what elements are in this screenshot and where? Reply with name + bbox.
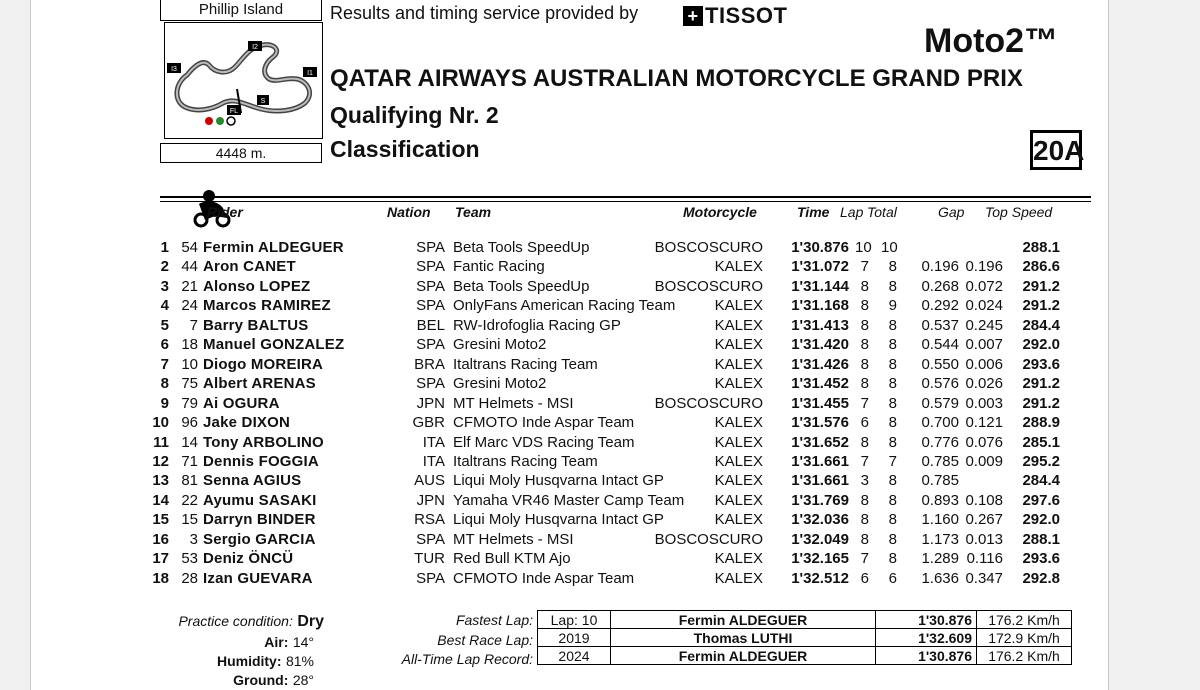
total-laps: 10 — [881, 239, 898, 256]
team-name: Red Bull KTM Ajo — [453, 550, 571, 568]
total-laps: 8 — [888, 394, 897, 412]
best-race-lap-label: Best Race Lap: — [437, 632, 533, 648]
team-name: Beta Tools SpeedUp — [453, 239, 590, 256]
gap-to-first: 0.785 — [921, 452, 959, 470]
team-name: Elf Marc VDS Racing Team — [453, 433, 635, 451]
table-row — [31, 356, 1108, 376]
gap-to-first: 0.537 — [921, 316, 959, 334]
position: 8 — [160, 375, 169, 393]
lap-number: 8 — [860, 511, 869, 529]
table-row — [31, 239, 1108, 259]
nation: SPA — [416, 297, 445, 315]
gap-to-first: 0.268 — [921, 277, 959, 295]
position: 10 — [152, 414, 169, 432]
total-laps: 8 — [888, 433, 897, 451]
gap-to-first: 1.636 — [921, 569, 959, 587]
motorcycle: KALEX — [714, 433, 763, 451]
rider-name: Albert ARENAS — [203, 375, 316, 393]
total-laps: 8 — [888, 472, 897, 490]
top-speed: 291.2 — [1022, 277, 1060, 295]
table-row — [31, 297, 1108, 317]
position: 14 — [152, 491, 169, 509]
lap-number: 6 — [860, 569, 869, 587]
rider-number: 79 — [181, 394, 198, 412]
total-laps: 8 — [888, 355, 897, 373]
rider-number: 14 — [181, 433, 198, 451]
col-time: Time — [797, 204, 830, 220]
gap-to-previous: 0.026 — [965, 375, 1003, 393]
total-laps: 8 — [888, 277, 897, 295]
lap-time: 1'32.049 — [791, 530, 849, 548]
gap-to-first: 0.700 — [921, 414, 959, 432]
position: 18 — [152, 569, 169, 587]
team-name: Italtrans Racing Team — [453, 452, 598, 470]
position: 9 — [160, 394, 169, 412]
gap-to-first: 1.173 — [921, 530, 959, 548]
team-name: Fantic Racing — [453, 258, 545, 276]
col-motorcycle: Motorcycle — [683, 204, 757, 220]
position: 4 — [160, 297, 169, 315]
timing-service-text: Results and timing service provided by — [330, 3, 639, 23]
rider-name: Darryn BINDER — [203, 511, 316, 529]
table-row — [31, 258, 1108, 278]
col-total: Total — [867, 204, 897, 220]
gap-to-previous: 0.245 — [965, 316, 1003, 334]
gap-to-previous: 0.121 — [965, 414, 1003, 432]
top-speed: 292.0 — [1022, 511, 1060, 529]
motorcycle: BOSCOSCURO — [654, 277, 763, 295]
total-laps: 6 — [888, 569, 897, 587]
lap-time: 1'31.420 — [791, 336, 849, 354]
team-name: MT Helmets - MSI — [453, 530, 574, 548]
nation: ITA — [422, 433, 445, 451]
gap-to-previous: 0.072 — [965, 277, 1003, 295]
results-page — [30, 0, 1109, 690]
motorcycle: KALEX — [714, 472, 763, 490]
lap-time: 1'32.512 — [791, 569, 849, 587]
gap-to-previous: 0.267 — [965, 511, 1003, 529]
air-temperature: Air: 14° — [264, 634, 314, 650]
col-team: Team — [455, 204, 492, 220]
position: 13 — [152, 472, 169, 490]
rider-name: Alonso LOPEZ — [203, 277, 311, 295]
lap-time: 1'31.168 — [791, 297, 849, 315]
gap-to-first: 1.289 — [921, 550, 959, 568]
nation: SPA — [416, 239, 445, 256]
motorcycle: KALEX — [714, 569, 763, 587]
table-row — [31, 336, 1108, 356]
position: 1 — [160, 239, 169, 256]
tissot-cross-icon: + — [683, 6, 703, 26]
gap-to-previous: 0.076 — [965, 433, 1003, 451]
lap-time: 1'31.413 — [791, 316, 849, 334]
lap-time: 1'32.165 — [791, 550, 849, 568]
lap-time: 1'31.426 — [791, 355, 849, 373]
table-row — [31, 375, 1108, 395]
top-speed: 295.2 — [1022, 452, 1060, 470]
lap-number: 8 — [860, 433, 869, 451]
nation: RSA — [414, 511, 445, 529]
lap-time: 1'31.576 — [791, 414, 849, 432]
motorcycle: KALEX — [714, 511, 763, 529]
table-row — [31, 492, 1108, 512]
lap-records-table — [537, 610, 1072, 665]
lap-time: 1'30.876 — [791, 239, 849, 256]
table-row — [31, 317, 1108, 337]
team-name: OnlyFans American Racing Team — [453, 297, 676, 315]
circuit-length: 4448 m. — [160, 143, 322, 163]
lap-time: 1'31.769 — [791, 491, 849, 509]
top-speed: 284.4 — [1022, 316, 1060, 334]
rider-number: 10 — [181, 355, 198, 373]
total-laps: 7 — [888, 452, 897, 470]
lap-number: 3 — [860, 472, 869, 490]
rider-number: 24 — [181, 297, 198, 315]
svg-text:I1: I1 — [307, 70, 313, 77]
nation: AUS — [414, 472, 445, 490]
rider-name: Ai OGURA — [203, 394, 280, 412]
motorcycle: KALEX — [714, 258, 763, 276]
rider-number: 22 — [181, 491, 198, 509]
motorcycle: KALEX — [714, 414, 763, 432]
nation: SPA — [416, 258, 445, 276]
table-row — [31, 570, 1108, 590]
gap-to-first: 0.544 — [921, 336, 959, 354]
lap-time: 1'31.455 — [791, 394, 849, 412]
rider-number: 81 — [181, 472, 198, 490]
lap-time: 1'31.452 — [791, 375, 849, 393]
gap-to-previous: 0.007 — [965, 336, 1003, 354]
gap-to-first: 0.785 — [921, 472, 959, 490]
practice-condition: Practice condition: Dry — [178, 613, 324, 630]
position: 16 — [152, 530, 169, 548]
total-laps: 8 — [888, 336, 897, 354]
gap-to-first: 0.576 — [921, 375, 959, 393]
nation: BEL — [416, 316, 445, 334]
motorcycle: KALEX — [714, 355, 763, 373]
lap-time: 1'31.072 — [791, 258, 849, 276]
lap-number: 7 — [860, 452, 869, 470]
motorcycle: KALEX — [714, 336, 763, 354]
position: 11 — [153, 433, 169, 451]
top-speed: 288.9 — [1022, 414, 1060, 432]
col-rider: Rider — [207, 204, 243, 220]
motorcycle: BOSCOSCURO — [654, 530, 763, 548]
gap-to-previous: 0.006 — [965, 355, 1003, 373]
table-row: Lap: 10 Fermin ALDEGUER 1'30.876 176.2 Km/h — [538, 611, 1072, 629]
track-map-icon — [165, 23, 322, 138]
lap-time: 1'31.652 — [791, 433, 849, 451]
gap-to-first: 0.292 — [921, 297, 959, 315]
team-name: MT Helmets - MSI — [453, 394, 574, 412]
humidity: Humidity: 81% — [216, 653, 314, 669]
gap-to-previous: 0.116 — [966, 550, 1003, 568]
svg-text:I2: I2 — [252, 44, 258, 51]
motorcycle: KALEX — [714, 297, 763, 315]
table-row — [31, 434, 1108, 454]
rider-number: 75 — [181, 375, 198, 393]
nation: SPA — [416, 569, 445, 587]
total-laps: 8 — [888, 258, 897, 276]
rider-name: Aron CANET — [203, 258, 296, 276]
rider-number: 44 — [181, 258, 198, 276]
motorcycle: KALEX — [714, 316, 763, 334]
rider-name: Marcos RAMIREZ — [203, 297, 331, 315]
class-name: Moto2™ — [924, 22, 1059, 60]
header-rule — [160, 201, 1091, 202]
gap-to-first: 0.893 — [921, 491, 959, 509]
col-gap: Gap — [938, 204, 965, 220]
team-name: Italtrans Racing Team — [453, 355, 598, 373]
position: 12 — [152, 452, 169, 470]
table-row — [31, 414, 1108, 434]
gap-to-previous: 0.013 — [965, 530, 1003, 548]
top-speed: 297.6 — [1022, 491, 1060, 509]
ground-temperature: Ground: 28° — [233, 672, 314, 688]
top-speed: 284.4 — [1022, 472, 1060, 490]
nation: SPA — [416, 375, 445, 393]
team-name: Liqui Moly Husqvarna Intact GP — [453, 511, 664, 529]
top-speed: 288.1 — [1022, 239, 1060, 256]
position: 17 — [152, 550, 169, 568]
motorcycle: KALEX — [714, 375, 763, 393]
top-speed: 293.6 — [1022, 355, 1060, 373]
lap-number: 8 — [860, 530, 869, 548]
position: 15 — [152, 511, 169, 529]
table-row — [31, 531, 1108, 551]
rider-name: Ayumu SASAKI — [203, 491, 317, 509]
team-name: CFMOTO Inde Aspar Team — [453, 569, 635, 587]
rider-number: 71 — [181, 452, 198, 470]
lap-number: 8 — [860, 355, 869, 373]
top-speed: 291.2 — [1022, 375, 1060, 393]
col-nation: Nation — [387, 204, 431, 220]
rider-number: 96 — [181, 414, 198, 432]
nation: JPN — [416, 491, 445, 509]
lap-time: 1'31.661 — [791, 452, 849, 470]
nation: GBR — [412, 414, 445, 432]
rider-name: Deniz ÖNCÜ — [203, 550, 294, 568]
document-type: Classification — [330, 136, 480, 162]
gap-to-first: 0.579 — [921, 394, 959, 412]
gap-to-first: 1.160 — [921, 511, 959, 529]
team-name: Liqui Moly Husqvarna Intact GP — [453, 472, 664, 490]
nation: BRA — [414, 355, 445, 373]
lap-number: 10 — [855, 239, 872, 256]
rider-number: 7 — [189, 316, 198, 334]
position: 7 — [160, 355, 169, 373]
team-name: Yamaha VR46 Master Camp Team — [453, 491, 685, 509]
rider-name: Manuel GONZALEZ — [203, 336, 345, 354]
total-laps: 8 — [888, 414, 897, 432]
position: 6 — [160, 336, 169, 354]
lap-time: 1'31.661 — [791, 472, 849, 490]
gap-to-previous: 0.108 — [965, 491, 1003, 509]
session-title: Qualifying Nr. 2 — [330, 102, 499, 128]
rider-name: Sergio GARCIA — [203, 530, 316, 548]
rider-name: Senna AGIUS — [203, 472, 302, 490]
rider-name: Fermin ALDEGUER — [203, 239, 344, 256]
rider-name: Jake DIXON — [203, 414, 291, 432]
rider-name: Tony ARBOLINO — [203, 433, 324, 451]
lap-number: 8 — [860, 297, 869, 315]
top-speed: 285.1 — [1022, 433, 1060, 451]
position: 2 — [160, 258, 169, 276]
nation: SPA — [416, 336, 445, 354]
gap-to-first: 0.196 — [921, 258, 959, 276]
rider-name: Izan GUEVARA — [203, 569, 313, 587]
table-row — [31, 550, 1108, 570]
position: 3 — [160, 277, 169, 295]
motorcycle: BOSCOSCURO — [654, 239, 763, 256]
table-row — [31, 453, 1108, 473]
lap-number: 8 — [860, 277, 869, 295]
gap-to-previous: 0.024 — [965, 297, 1003, 315]
nation: JPN — [416, 394, 445, 412]
total-laps: 8 — [888, 316, 897, 334]
lap-number: 8 — [860, 491, 869, 509]
lap-number: 7 — [860, 550, 869, 568]
rider-number: 18 — [181, 336, 198, 354]
header-rule — [160, 196, 1091, 198]
rider-number: 15 — [181, 511, 198, 529]
rider-number: 28 — [181, 569, 198, 587]
table-row — [31, 472, 1108, 492]
table-row — [31, 511, 1108, 531]
svg-text:FL: FL — [229, 108, 239, 115]
gap-to-previous: 0.347 — [965, 569, 1003, 587]
motorcycle: KALEX — [714, 452, 763, 470]
top-speed: 288.1 — [1022, 530, 1060, 548]
top-speed: 292.8 — [1022, 569, 1060, 587]
team-name: CFMOTO Inde Aspar Team — [453, 414, 635, 432]
nation: SPA — [416, 530, 445, 548]
event-title: QATAR AIRWAYS AUSTRALIAN MOTORCYCLE GRAND PRIX — [330, 65, 1023, 92]
svg-text:S: S — [260, 98, 266, 105]
team-name: Gresini Moto2 — [453, 375, 547, 393]
rider-number: 54 — [181, 239, 198, 256]
lap-time: 1'31.144 — [791, 277, 849, 295]
circuit-name: Phillip Island — [160, 0, 322, 21]
rider-name: Dennis FOGGIA — [203, 452, 319, 470]
gap-to-previous: 0.003 — [965, 394, 1003, 412]
gap-to-previous: 0.009 — [965, 452, 1003, 470]
table-row — [31, 278, 1108, 298]
table-row: 2024 Fermin ALDEGUER 1'30.876 176.2 Km/h — [538, 647, 1072, 665]
team-name: Gresini Moto2 — [453, 336, 547, 354]
top-speed: 293.6 — [1022, 550, 1060, 568]
rider-number: 21 — [181, 277, 198, 295]
nation: TUR — [414, 550, 445, 568]
lap-number: 8 — [860, 375, 869, 393]
rider-number: 3 — [189, 530, 198, 548]
all-time-lap-record-label: All-Time Lap Record: — [401, 651, 533, 667]
motorcycle: KALEX — [714, 491, 763, 509]
gap-to-first: 0.550 — [921, 355, 959, 373]
nation: SPA — [416, 277, 445, 295]
total-laps: 8 — [888, 550, 897, 568]
top-speed: 291.2 — [1022, 394, 1060, 412]
svg-text:I3: I3 — [171, 66, 177, 73]
document-number: 20A — [1030, 130, 1082, 170]
fastest-lap-label: Fastest Lap: — [455, 612, 533, 628]
col-lap: Lap — [840, 204, 864, 220]
total-laps: 8 — [888, 375, 897, 393]
table-row: 2019 Thomas LUTHI 1'32.609 172.9 Km/h — [538, 629, 1072, 647]
gap-to-previous: 0.196 — [965, 258, 1003, 276]
lap-number: 8 — [860, 316, 869, 334]
tissot-logo: + TISSOT — [683, 3, 787, 29]
nation: ITA — [422, 452, 445, 470]
position: 5 — [160, 316, 169, 334]
top-speed: 286.6 — [1022, 258, 1060, 276]
col-top-speed: Top Speed — [985, 204, 1053, 220]
team-name: RW-Idrofoglia Racing GP — [453, 316, 621, 334]
lap-number: 7 — [860, 258, 869, 276]
team-name: Beta Tools SpeedUp — [453, 277, 590, 295]
top-speed: 292.0 — [1022, 336, 1060, 354]
total-laps: 8 — [888, 530, 897, 548]
track-map — [164, 22, 323, 139]
motorcycle: KALEX — [714, 550, 763, 568]
lap-number: 7 — [860, 394, 869, 412]
lap-number: 6 — [860, 414, 869, 432]
total-laps: 9 — [888, 297, 897, 315]
lap-time: 1'32.036 — [791, 511, 849, 529]
total-laps: 8 — [888, 491, 897, 509]
motorcycle: BOSCOSCURO — [654, 394, 763, 412]
rider-number: 53 — [181, 550, 198, 568]
rider-name: Barry BALTUS — [203, 316, 309, 334]
total-laps: 8 — [888, 511, 897, 529]
table-row — [31, 395, 1108, 415]
top-speed: 291.2 — [1022, 297, 1060, 315]
gap-to-first: 0.776 — [921, 433, 959, 451]
lap-number: 8 — [860, 336, 869, 354]
rider-name: Diogo MOREIRA — [203, 355, 324, 373]
